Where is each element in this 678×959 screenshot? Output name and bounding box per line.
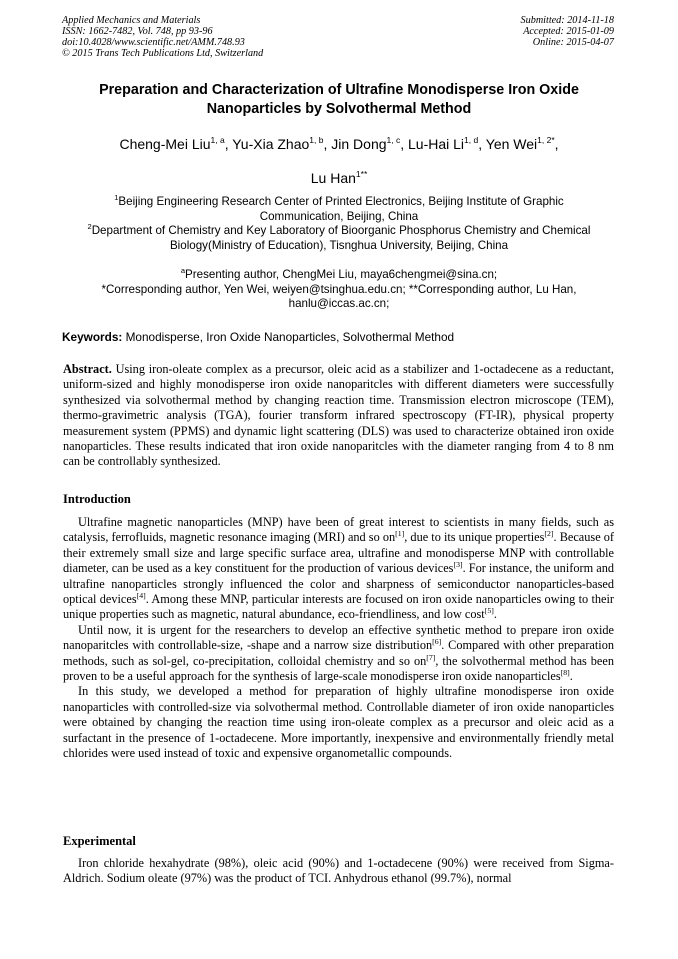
citation: [3] (453, 560, 463, 570)
date-accepted: Accepted: 2015-01-09 (523, 26, 614, 37)
citation: [6] (432, 637, 442, 647)
abstract-text: Using iron-oleate complex as a precursor, oleic acid as a stabilizer and 1-octadecene as a reductant, uniform-sized and highly monodisperse iron oxide nanoparitcles with different diameters were successfully synthesized via solvothermal method by changing reaction time. Transmission electron microscope (TEM), thermo-gravimetric analysis (TGA), fourier transform infrared spectroscopy (FT-IR), physical property measurement system (PPMS) and dynamic light scattering (DLS) was used to characterize obtained iron oxide nanoparticles. These results indicated that iron oxide nanoparitcles with the diameter ranging from 4 to 8 nm can be controllably synthesized. (63, 362, 614, 469)
abstract (63, 362, 614, 470)
journal-name: Applied Mechanics and Materials (62, 15, 201, 26)
citation: [7] (426, 652, 436, 662)
text-run: , due to its unique properties (404, 530, 545, 545)
date-online: Online: 2015-04-07 (532, 37, 614, 48)
date-submitted: Submitted: 2014-11-18 (520, 15, 614, 26)
keywords-text: Monodisperse, Iron Oxide Nanoparticles, Solvothermal Method (122, 330, 455, 344)
author-name: Lu-Hai Li (408, 136, 465, 152)
author-separator: , (400, 136, 409, 152)
journal-copyright: © 2015 Trans Tech Publications Ltd, Switzerland (62, 48, 264, 59)
text-run: . For instance, the uniform and ultrafine nanoparticles strongly influenced the color and sharpness of semiconductor nanoparticles-based optical devices (63, 561, 614, 607)
author-list (60, 127, 618, 195)
author-affil-mark: 1, d (464, 135, 479, 145)
author-affil-mark: 1, a (210, 135, 225, 145)
title-line-1: Preparation and Characterization of Ultrafine Monodisperse Iron Oxide (99, 82, 579, 98)
text-run: , the solvothermal method has been proven to be a useful approach for the synthesis of large-scale monodisperse iron oxide nanoparticles (63, 653, 614, 684)
text-run: Until now, it is urgent for the researchers to develop an effective synthetic method to prepare iron oxide nanoparitcles with controllable-size, -shape and a narrow size distribution (63, 622, 614, 653)
affiliations (62, 195, 616, 253)
author-name: Yen Wei (485, 136, 538, 152)
citation: [5] (484, 606, 494, 616)
introduction-body (63, 515, 614, 762)
text-run: . Compared with other preparation methods, such as sol-gel, co-precipitation, colloidal chemistry and so on (63, 638, 614, 668)
experimental-paragraph-1: Iron chloride hexahydrate (98%), oleic acid (90%) and 1-octadecene (90%) were received from Sigma-Aldrich. Sodium oleate (97%) was the product of TCI. Anhydrous ethanol (99.7%), normal (63, 856, 614, 886)
author-name: Yu-Xia Zhao (232, 136, 310, 152)
affiliation-2-cont: Biology(Ministry of Education), Tisnghua University, Beijing, China (169, 238, 509, 252)
citation: [8] (560, 668, 570, 678)
text-run: . Among these MNP, particular interests are focused on iron oxide nanoparticles owing to their unique properties such as magnetic, natural abundance, eco-friendliness, and low cost (63, 592, 614, 622)
author-affil-mark: 1, 2* (537, 135, 555, 145)
author-separator: , (478, 136, 486, 152)
text-run: . (493, 607, 497, 622)
author-affil-mark: 1, c (386, 135, 401, 145)
author-separator: , (554, 136, 559, 152)
intro-paragraph-3: In this study, we developed a method for preparation of highly ultrafine monodisperse iron oxide nanoparticles with controlled-size via solvothermal method. Controllable diameter of iron oxide nanoparticles were obtained by changing the reaction time using iron-oleate complex as a precursor and oleic acid as a surfactant in the presence of 1-octadecene. More importantly, inexpensive and environmentally friendly metal chlorides were used instead of toxic and expensive organometallic compounds. (63, 684, 614, 761)
journal-doi: doi:10.4028/www.scientific.net/AMM.748.93 (62, 37, 245, 48)
section-heading-experimental: Experimental (63, 834, 136, 848)
affiliation-2 (62, 224, 616, 239)
text-run: Ultrafine magnetic nanoparticles (MNP) have been of great interest to scientists in many fields, such as catalysis, ferrofluids, magnetic resonance imaging (MRI) and so on (63, 515, 614, 545)
corresponding-authors: *Corresponding author, Yen Wei, weiyen@tsinghua.edu.cn; **Corresponding author, Lu Han, (101, 282, 577, 296)
paper-title (60, 81, 618, 119)
presenting-author (62, 268, 616, 283)
affiliation-text: Beijing Engineering Research Center of Printed Electronics, Beijing Institute of Graphic (118, 195, 564, 208)
affiliation-text: Department of Chemistry and Key Laboratory of Bioorganic Phosphorus Chemistry and Chemical (91, 224, 591, 238)
author-line-1 (60, 127, 618, 161)
affiliation-1 (62, 195, 616, 210)
keywords-label: Keywords: (62, 330, 123, 344)
intro-paragraph-1 (63, 515, 614, 623)
journal-info (62, 15, 263, 59)
citation: [1] (395, 529, 405, 539)
submission-dates (521, 15, 614, 48)
citation: [4] (136, 591, 146, 601)
presenting-author-text: Presenting author, ChengMei Liu, maya6chengmei@sina.cn; (185, 268, 498, 281)
correspondence (62, 268, 616, 312)
author-name: Lu Han (310, 170, 356, 186)
author-affil-mark: 1** (355, 169, 368, 179)
text-run: . (569, 669, 573, 684)
affiliation-1-cont: Communication, Beijing, China (259, 209, 419, 223)
keywords (62, 330, 616, 345)
presenting-mark: a (180, 266, 186, 275)
intro-paragraph-2 (63, 623, 614, 685)
section-heading-introduction: Introduction (63, 492, 131, 506)
experimental-body (63, 856, 614, 887)
journal-issn: ISSN: 1662-7482, Vol. 748, pp 93-96 (62, 26, 213, 37)
affiliation-number: 2 (87, 222, 92, 232)
corresponding-email: hanlu@iccas.ac.cn; (288, 297, 390, 311)
author-separator: , (323, 136, 332, 152)
citation: [2] (544, 529, 554, 539)
author-line-2 (60, 161, 618, 195)
affiliation-number: 1 (114, 193, 119, 202)
author-name: Cheng-Mei Liu (119, 136, 211, 152)
title-line-2: Nanoparticles by Solvothermal Method (206, 101, 472, 117)
author-separator: , (224, 136, 233, 152)
author-affil-mark: 1, b (309, 135, 324, 145)
abstract-label: Abstract. (63, 362, 112, 376)
author-name: Jin Dong (331, 136, 387, 152)
text-run: . Because of their extremely small size and large specific surface area, ultrafine and monodisperse MNP with controllable diameter, can be used as a key constituent for the production of various devices (63, 530, 615, 576)
